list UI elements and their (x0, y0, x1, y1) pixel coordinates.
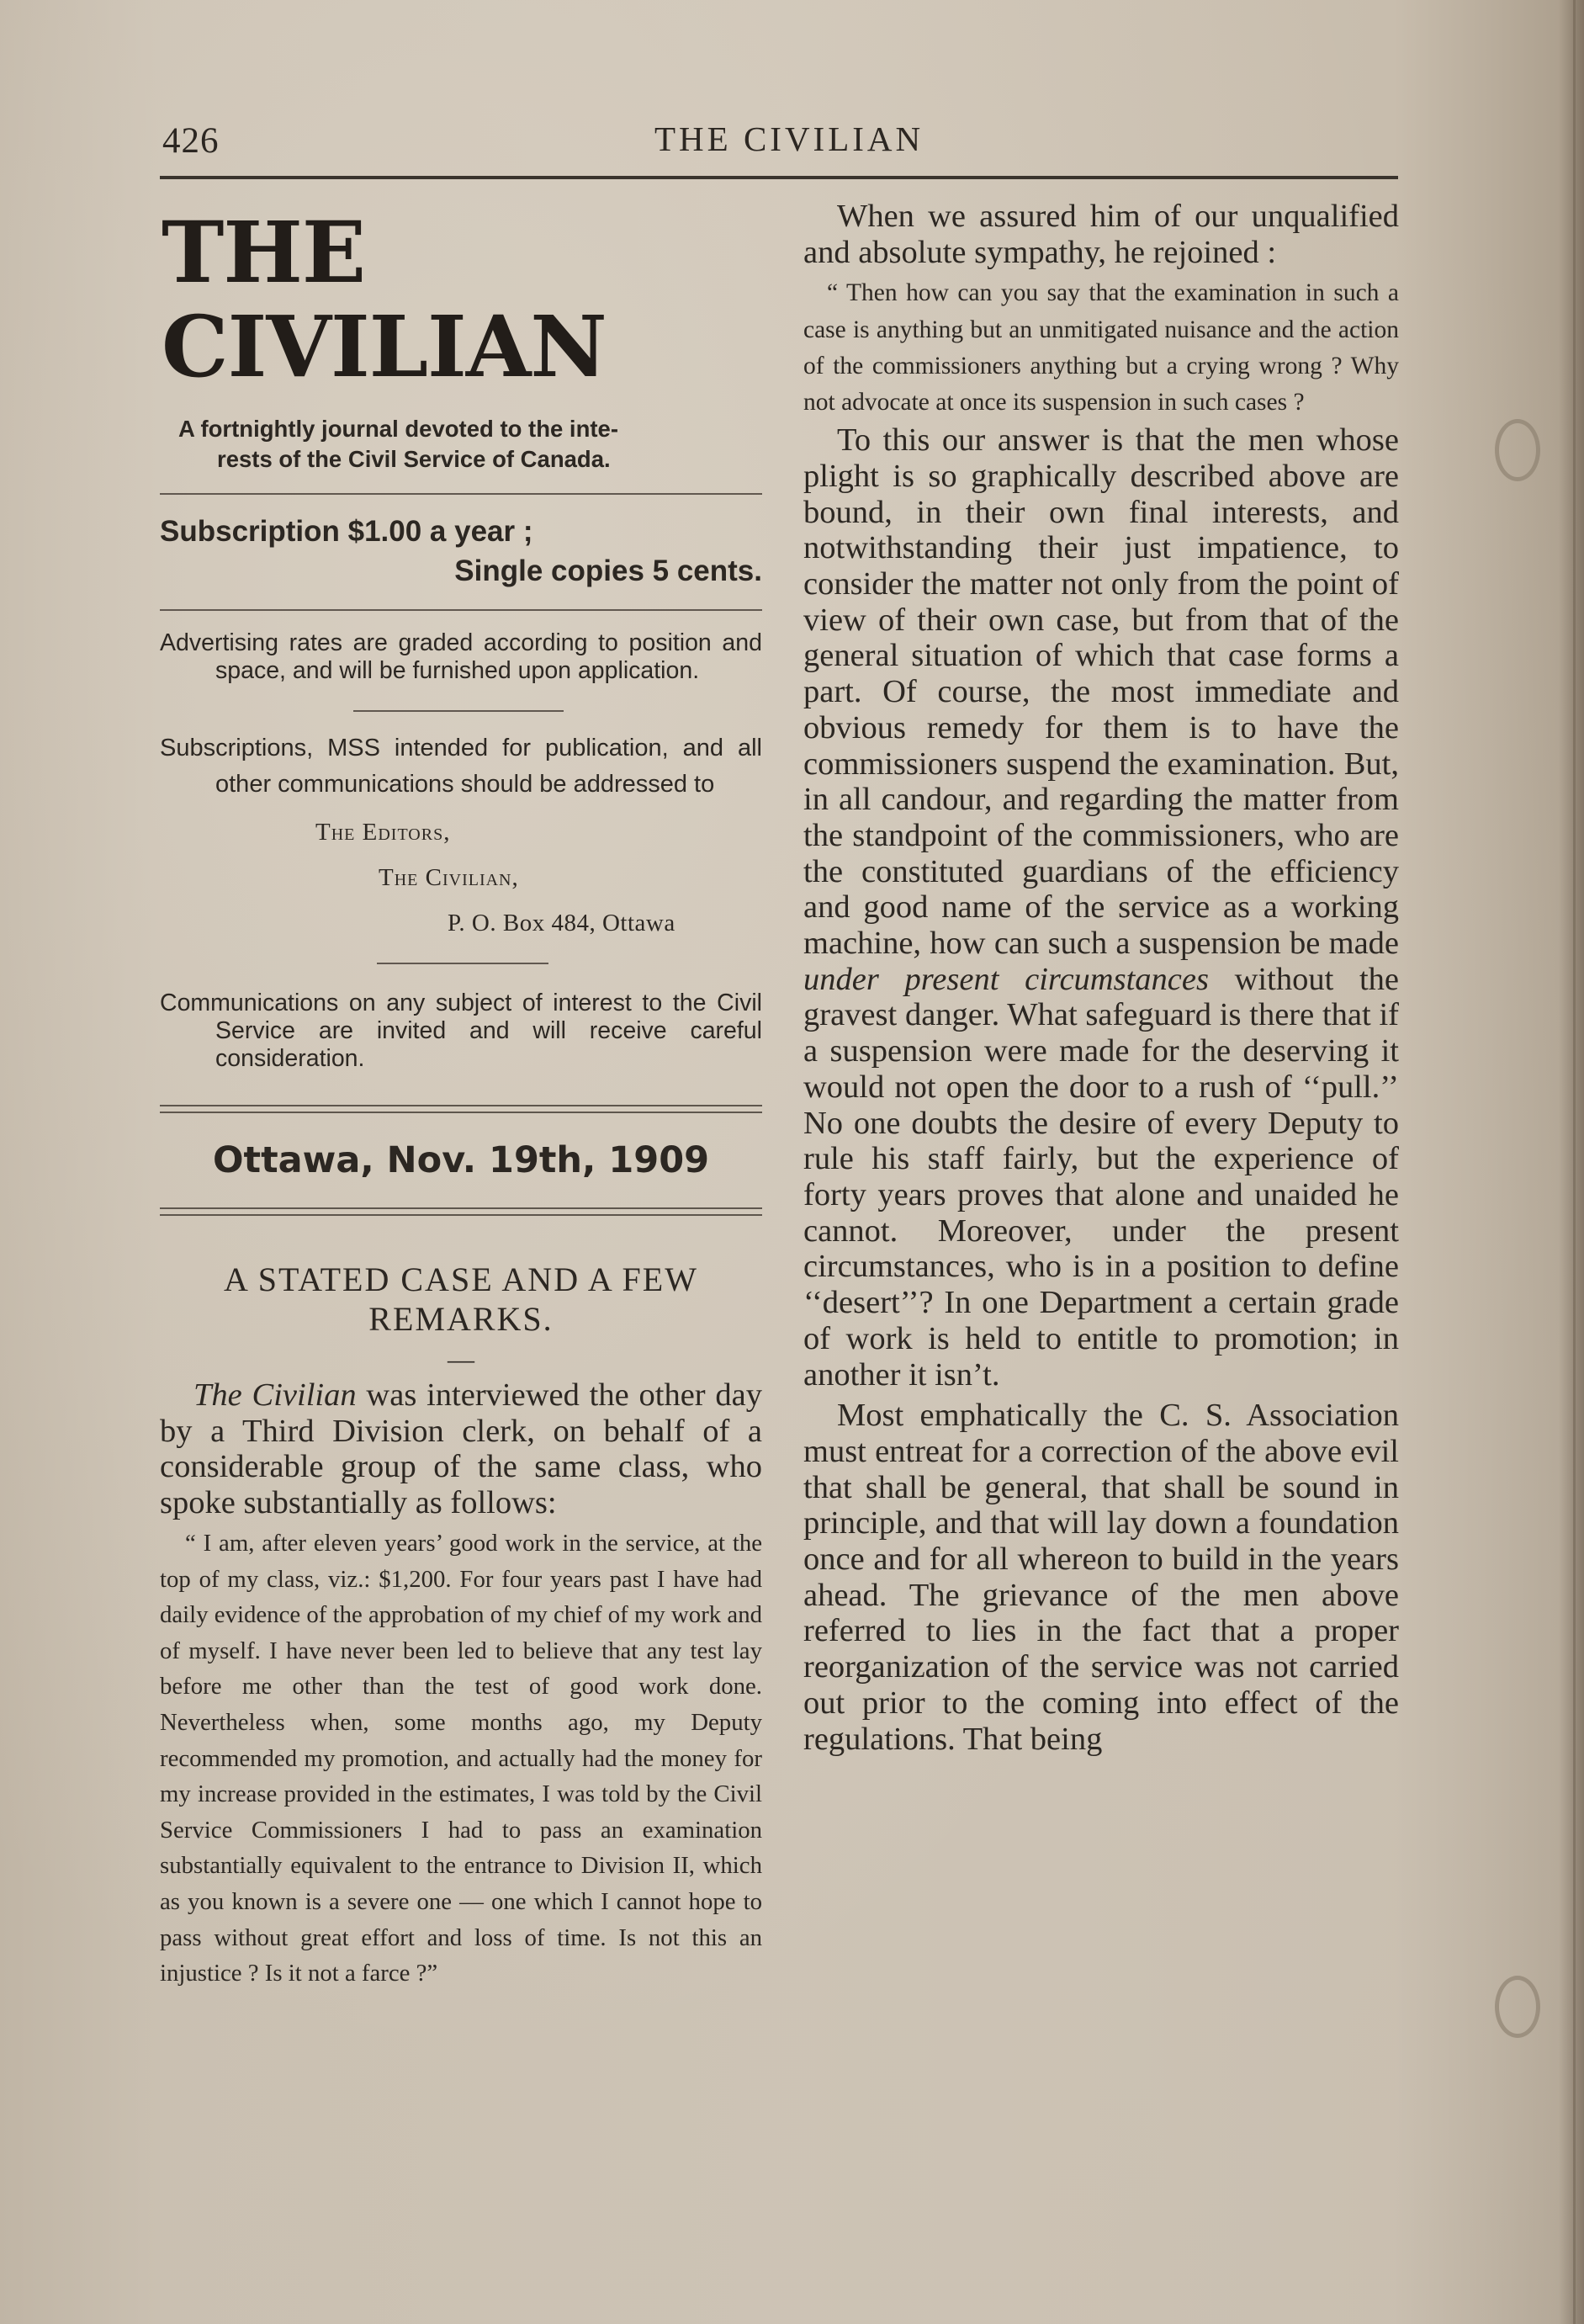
subscription-price: Subscription $1.00 a year ; (160, 515, 533, 548)
subscriptions-notice: Subscriptions, MSS intended for publication, and all other communications should be addressed to (160, 735, 762, 798)
address-line-3: P. O. Box 484, Ottawa (448, 910, 675, 936)
advertising-notice: Advertising rates are graded according to position and space, and will be furnished upon application. (160, 629, 762, 684)
left-column (160, 195, 762, 1992)
paragraph-answer (803, 422, 1399, 1393)
binder-clip-icon (1495, 1976, 1540, 2038)
publication-name: The Civilian (193, 1377, 357, 1413)
rejoinder-quote: “ Then how can you say that the examination in such a case is anything but an unmitigated nuisance and the action of the commissioners anything but a crying wrong ? Why not advocate at once its suspension in such cases ? (803, 279, 1399, 417)
right-column (803, 195, 1399, 1757)
communications-notice: Communications on any subject of interest to the Civil Service are invited and will receive careful consideration. (160, 990, 762, 1072)
article-intro-text: was interviewed the other day by a Third Division clerk, on behalf of a considerable group of the same class, who spoke substantially as follows: (160, 1377, 762, 1520)
paragraph-association: Most emphatically the C. S. Association must entreat for a correction of the above evil that shall be general, that shall be sound in principle, and that will lay down a foundation once and for all whereon to build in the years ahead. The grievance of the men above referred to lies in the fact that a proper reorganization of the service was not carried out prior to the coming into effect of the regulations. That being (803, 1398, 1399, 1757)
short-divider (353, 710, 564, 712)
binder-clip-icon (1495, 419, 1540, 481)
masthead-title: THE CIVILIAN (162, 203, 607, 396)
editors-address (160, 809, 762, 946)
header-rule (160, 176, 1398, 179)
issue-dateline: Ottawa, Nov. 19th, 1909 (212, 1139, 710, 1181)
paragraph-answer-part-1: To this our answer is that the men whose plight is so graphically described above are bound, in their own final interests, and notwithstanding their just impatience, to consider the matter not only from the point of view of their own case, but from that of the general situation of which that case forms a part. Of course, the most immediate and obvious remedy for them is to have the commissioners suspend the examination. But, in all candour, and regarding the matter from the standpoint of the commissioners, who are the constituted guardians of the efficiency and good name of the service as a working machine, how can such a suspension be made (803, 422, 1399, 962)
double-rule (160, 1207, 762, 1216)
page-number: 426 (162, 121, 220, 161)
masthead-tagline (178, 414, 762, 475)
running-title: THE CIVILIAN (654, 119, 924, 158)
page-header (158, 114, 1403, 164)
short-divider (377, 963, 548, 964)
tagline-line-1: A fortnightly journal devoted to the inte- (178, 416, 618, 442)
paragraph-sympathy: When we assured him of our unqualified and absolute sympathy, he rejoined : (803, 199, 1399, 270)
article-intro (160, 1377, 762, 1520)
address-line-1: The Editors, (315, 819, 451, 846)
clerk-quote: “ I am, after eleven years’ good work in the service, at the top of my class, viz.: $1,200. For four years past I have had daily evidence of the approbation of my chief of my work and of myself. I have never been led to believe that any test lay before me other than the test of good work done. Nevertheless when, some months ago, my Deputy recommended my promotion, and actually had the money for my increase provided in the estimates, I was told by the Civil Service Commissioners I had to pass an examination substantially equivalent to the entrance to Division II, which as you known is a severe one — one which I cannot hope to pass without great effort and loss of time. Is not this an injustice ? Is it not a farce ?” (160, 1530, 762, 1987)
divider-rule (160, 609, 762, 611)
article-heading: A STATED CASE AND A FEW REMARKS. (224, 1260, 698, 1338)
paragraph-answer-italic: under present circumstances (803, 961, 1209, 997)
single-copy-price: Single copies 5 cents. (454, 554, 762, 587)
divider-rule (160, 493, 762, 495)
address-line-2: The Civilian, (379, 864, 519, 891)
tagline-line-2: rests of the Civil Service of Canada. (217, 446, 611, 472)
article-separator: — (448, 1344, 474, 1374)
page-edge-line (1573, 0, 1576, 2324)
page-edge-shadow (1559, 0, 1584, 2324)
paragraph-answer-part-2: without the gravest danger. What safeguard is there that if a suspension were made for the deserving it would not open the door to a rush of ‘‘pull.’’ No one doubts the desire of every Deputy to rule his staff fairly, but the experience of forty years proves that alone and unaided he cannot. Moreover, under the present circumstances, who is in a position to define ‘‘desert’’? In one Department a certain grade of work is held to entitle to promotion; in another it isn’t. (803, 961, 1399, 1393)
double-rule (160, 1105, 762, 1113)
